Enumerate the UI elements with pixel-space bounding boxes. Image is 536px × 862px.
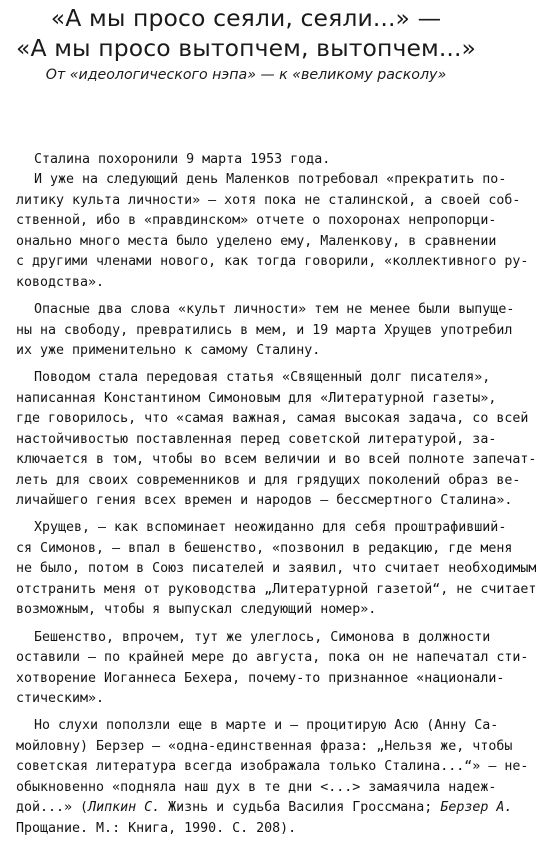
chapter-body-text	[16, 150, 536, 839]
paragraph-6-line-4: стическим».	[16, 690, 105, 706]
chapter-title-line-1: «А мы просо сеяли, сеяли...» —	[50, 4, 442, 32]
citation-author-2: Берзер А.	[440, 800, 513, 816]
paragraph-4-line-6: леть для своих современников и для грядущих поколений образ ве-	[16, 472, 521, 488]
paragraph-7-line-4: обыкновенно «подняла наш дух в те дни <...> замаячила надеж-	[16, 779, 497, 795]
citation-pre: дой...» (	[16, 800, 89, 816]
paragraph-2-line-5: с другими членами нового, как тогда говорили, «коллективного ру-	[16, 254, 529, 270]
paragraph-5-line-2: ся Симонов, — впал в бешенство, «позвонил в редакцию, где меня	[16, 540, 513, 556]
paragraph-7-citation-line	[16, 798, 513, 818]
paragraph-2-line-2: литику культа личности» — хотя пока не сталинской, а своей соб-	[16, 192, 521, 208]
paragraph-7-citation-end: Прощание. М.: Книга, 1990. С. 208).	[16, 820, 297, 836]
citation-title: Жизнь и судьба Василия Гроссмана;	[160, 800, 441, 816]
chapter-title-line-2: «А мы просо вытопчем, вытопчем...»	[15, 34, 477, 62]
paragraph-6-line-1: Бешенство, впрочем, тут же улеглось, Симонова в должности	[34, 629, 491, 645]
paragraph-1-line-1: Сталина похоронили 9 марта 1953 года.	[34, 152, 331, 167]
paragraph-6-line-2: оставили — по крайней мере до августа, пока он не напечатал сти-	[16, 650, 529, 666]
paragraph-4-line-5: ключается в том, чтобы во всем величии и во всей полноте запечат-	[16, 452, 536, 468]
paragraph-3-line-1: Опасные два слова «культ личности» тем не менее были выпуще-	[34, 302, 515, 318]
paragraph-4-line-7: личайшего гения всех времен и народов — бессмертного Сталина».	[16, 493, 513, 508]
paragraph-5-line-4: отстранить меня от руководства „Литературной газетой“, не считает	[16, 581, 536, 597]
paragraph-7-line-3: советская литература всегда изображала только Сталина...“» — не-	[16, 759, 529, 775]
chapter-subtitle: От «идеологического нэпа» — к «великому расколу»	[45, 67, 447, 83]
paragraph-5-line-1: Хрущев, — как вспоминает неожиданно для себя проштрафивший-	[34, 520, 507, 536]
paragraph-5-line-3: не было, потом в Союз писателей и заявил, что считает необходимым	[16, 561, 536, 577]
paragraph-2-line-1: И уже на следующий день Маленков потребовал «прекратить по-	[34, 172, 507, 188]
paragraph-7-line-1: Но слухи поползли еще в марте и — процитирую Асю (Анну Са-	[34, 718, 499, 734]
paragraph-3-line-2: ны на свободу, превратились в мем, и 19 марта Хрущев употребил	[16, 322, 513, 338]
paragraph-4-line-2: написанная Константином Симоновым для «Литературной газеты»,	[16, 390, 497, 406]
paragraph-7-line-2: мойловну) Берзер — «одна-единственная фраза: „Нельзя же, чтобы	[16, 738, 513, 754]
paragraph-5-line-5: возможным, чтобы я выпускал следующий номер».	[16, 602, 377, 618]
paragraph-3-line-3: их уже применительно к самому Сталину.	[16, 342, 321, 358]
paragraph-4-line-3: где говорилось, что «самая важная, самая высокая задача, со всей	[16, 411, 529, 427]
paragraph-2-line-4: онально много места было уделено ему, Маленкову, в сравнении	[16, 233, 497, 249]
paragraph-6-line-3: хотворение Иоганнеса Бехера, почему-то признанное «национали-	[16, 670, 505, 686]
citation-author-1: Липкин С.	[88, 800, 161, 816]
paragraph-4-line-1: Поводом стала передовая статья «Священный долг писателя»,	[34, 370, 491, 386]
paragraph-2-line-3: ственной, ибо в «правдинском» отчете о похоронах непропорци-	[16, 213, 497, 229]
paragraph-4-line-4: настойчивостью поставленная перед советской литературой, за-	[16, 431, 497, 447]
paragraph-2-line-6: ководства».	[16, 274, 105, 290]
